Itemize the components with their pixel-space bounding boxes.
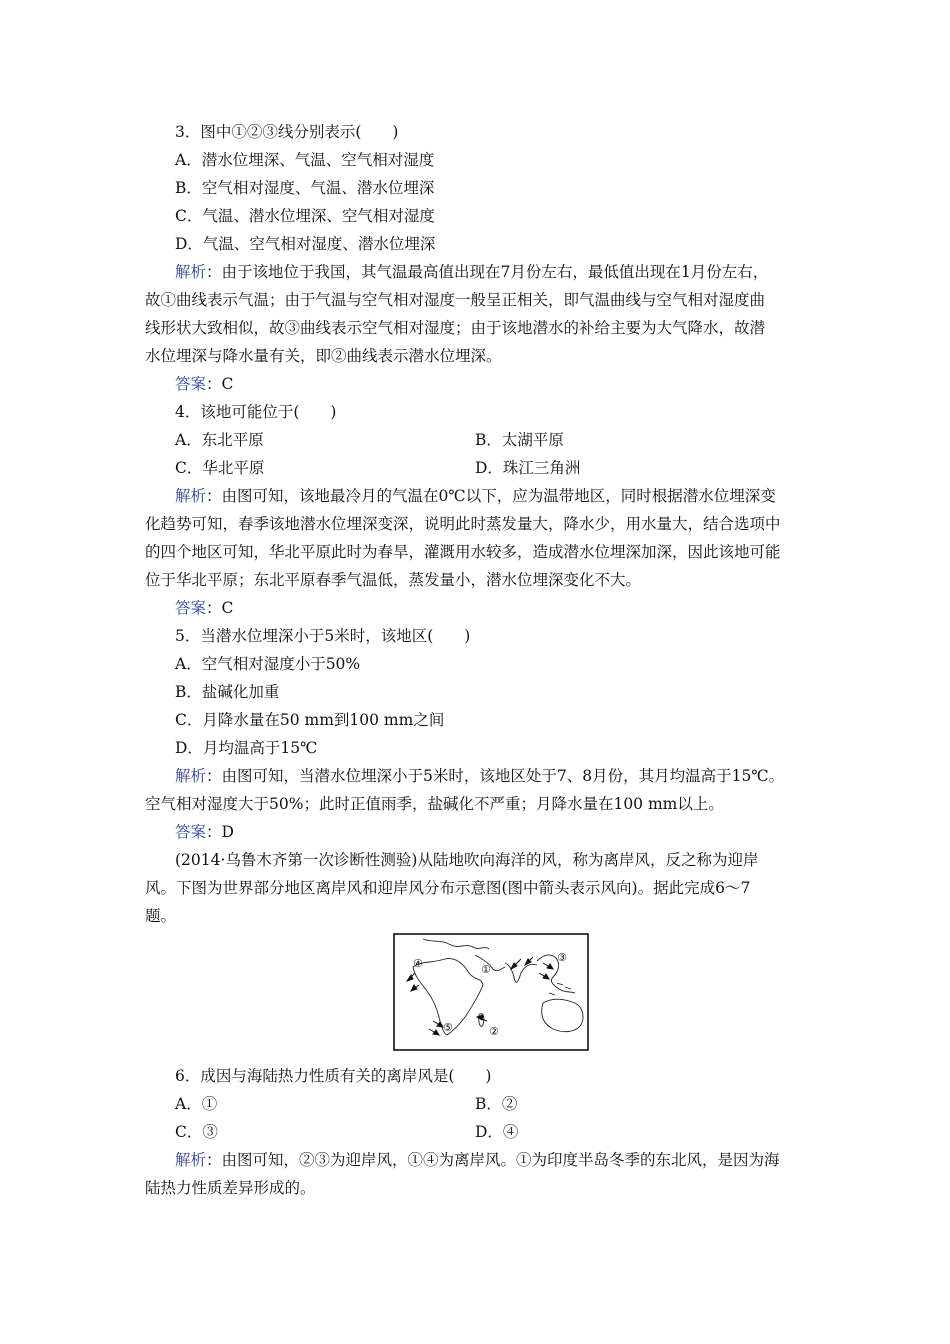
q5-analysis-line-1: 解析：由图可知，当潜水位埋深小于5米时，该地区处于7、8月份，其月均温高于15℃。 — [175, 767, 785, 785]
q5-analysis-line-2: 空气相对湿度大于50%；此时正值雨季，盐碱化不严重；月降水量在100 mm以上。 — [145, 795, 724, 813]
q4-analysis-label: 解析 — [175, 487, 207, 505]
q3-analysis-line-1: 解析：由于该地位于我国，其气温最高值出现在7月份左右，最低值出现在1月份左右， — [175, 263, 769, 281]
q3-option-c: C．气温、潜水位埋深、空气相对湿度 — [175, 207, 435, 225]
q4-option-c: C．华北平原 — [175, 459, 265, 477]
map-label-4: ④ — [413, 957, 423, 970]
q3-analysis-line-2: 故①曲线表示气温；由于气温与空气相对湿度一般呈正相关，即气温曲线与空气相对湿度曲 — [145, 291, 766, 309]
q3-analysis-line-3: 线形状大致相似，故③曲线表示空气相对湿度；由于该地潜水的补给主要为大气降水，故潜 — [145, 319, 766, 337]
q4-analysis-line-1: 解析：由图可知，该地最冷月的气温在0℃以下，应为温带地区，同时根据潜水位埋深变 — [175, 487, 776, 505]
q6-option-c: C．③ — [175, 1123, 218, 1141]
q4-answer-label: 答案 — [175, 599, 207, 617]
map-label-5: ⑤ — [443, 1021, 453, 1034]
q3-option-b: B．空气相对湿度、气温、潜水位埋深 — [175, 179, 435, 197]
q5-option-b: B．盐碱化加重 — [175, 683, 280, 701]
q5-answer-label: 答案 — [175, 823, 207, 841]
q6-stem: 6．成因与海陆热力性质有关的离岸风是( ) — [175, 1067, 492, 1085]
q4-option-d: D．珠江三角洲 — [475, 459, 581, 477]
q6-analysis-label: 解析 — [175, 1151, 207, 1169]
intro-line-2: 风。下图为世界部分地区离岸风和迎岸风分布示意图(图中箭头表示风向)。据此完成6～7 — [145, 879, 751, 897]
q3-option-d: D．气温、空气相对湿度、潜水位埋深 — [175, 235, 436, 253]
q5-option-c: C．月降水量在50 mm到100 mm之间 — [175, 711, 445, 729]
q6-option-b: B．② — [475, 1095, 518, 1113]
q4-answer: 答案：C — [175, 599, 234, 617]
q6-analysis-line-2: 陆热力性质差异形成的。 — [145, 1179, 316, 1197]
q4-analysis-line-2: 化趋势可知，春季该地潜水位埋深变深，说明此时蒸发量大，降水少，用水量大，结合选项中 — [145, 515, 781, 533]
intro-line-1: (2014·乌鲁木齐第一次诊断性测验)从陆地吹向海洋的风，称为离岸风，反之称为迎岸 — [175, 851, 759, 869]
q4-analysis-line-4: 位于华北平原；东北平原春季气温低，蒸发量小，潜水位埋深变化不大。 — [145, 571, 642, 589]
q4-stem: 4．该地可能位于( ) — [175, 403, 337, 421]
map-label-2: ② — [489, 1025, 499, 1038]
q3-option-a: A．潜水位埋深、气温、空气相对湿度 — [175, 151, 435, 169]
q3-stem: 3．图中①②③线分别表示( ) — [175, 123, 399, 141]
q5-stem: 5．当潜水位埋深小于5米时，该地区( ) — [175, 627, 471, 645]
q6-option-a: A．① — [175, 1095, 218, 1113]
q5-option-d: D．月均温高于15℃ — [175, 739, 318, 757]
q3-analysis-label: 解析 — [175, 263, 207, 281]
wind-map-figure — [393, 933, 589, 1051]
q4-option-a: A．东北平原 — [175, 431, 264, 449]
intro-line-3: 题。 — [145, 907, 177, 925]
q4-analysis-line-3: 的四个地区可知，华北平原此时为春旱，灌溉用水较多，造成潜水位埋深加深，因此该地可能 — [145, 543, 781, 561]
q4-option-b: B．太湖平原 — [475, 431, 564, 449]
q3-answer-label: 答案 — [175, 375, 207, 393]
q3-answer: 答案：C — [175, 375, 234, 393]
q6-analysis-line-1: 解析：由图可知，②③为迎岸风，①④为离岸风。①为印度半岛冬季的东北风，是因为海 — [175, 1151, 780, 1169]
q5-option-a: A．空气相对湿度小于50% — [175, 655, 361, 673]
q6-option-d: D．④ — [475, 1123, 519, 1141]
q5-analysis-label: 解析 — [175, 767, 207, 785]
q3-analysis-line-4: 水位埋深与降水量有关，即②曲线表示潜水位埋深。 — [145, 347, 502, 365]
map-label-1: ① — [481, 963, 491, 976]
q5-answer: 答案：D — [175, 823, 234, 841]
map-label-3: ③ — [557, 951, 567, 964]
